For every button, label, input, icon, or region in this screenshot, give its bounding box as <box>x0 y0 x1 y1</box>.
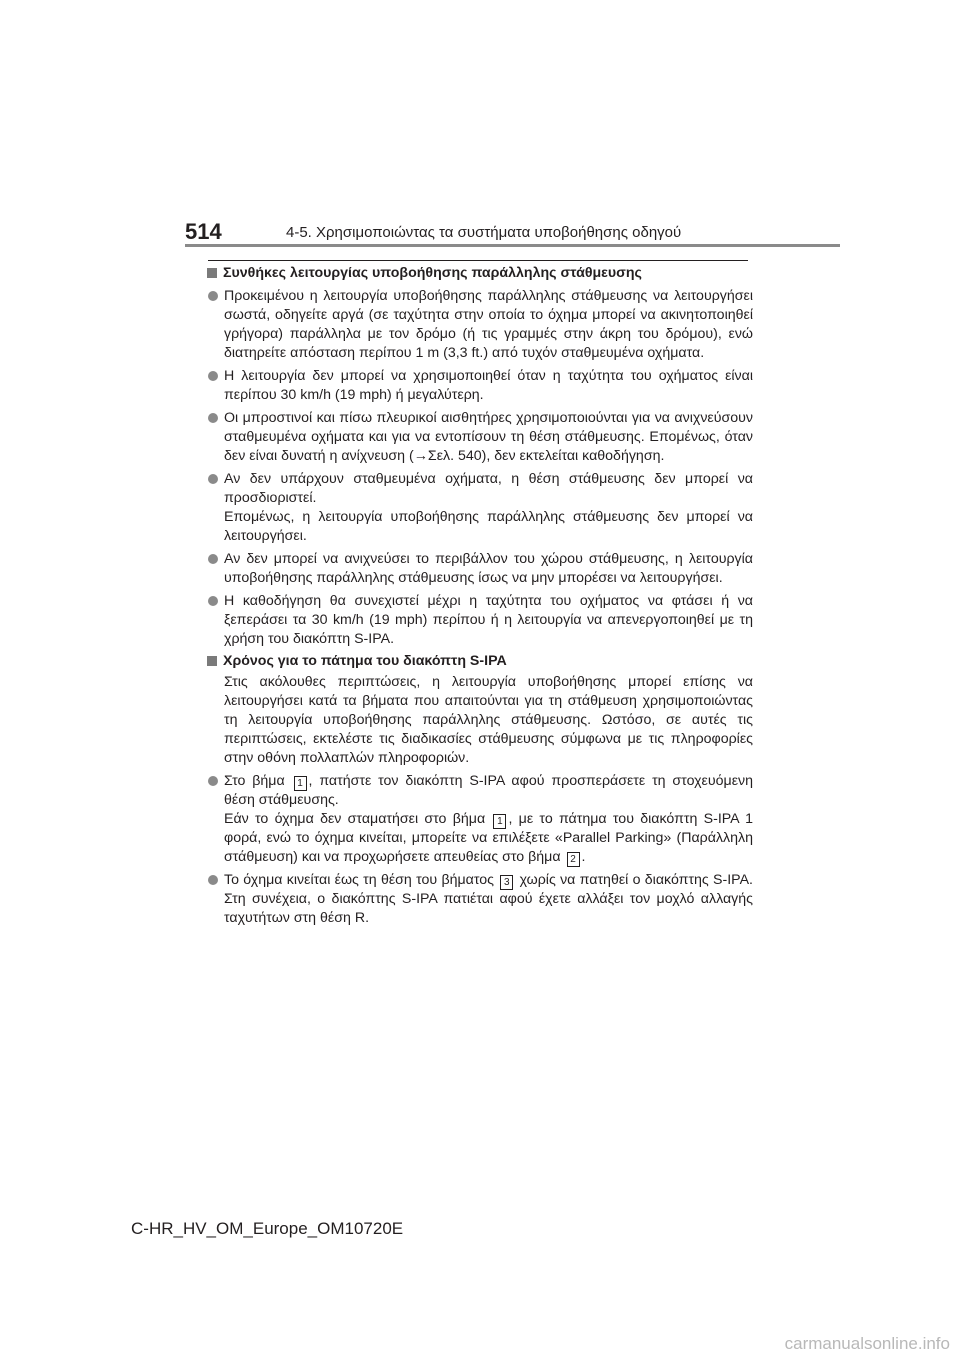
circle-bullet-icon <box>208 291 218 301</box>
circle-bullet-icon <box>208 554 218 564</box>
text-run: , με το πάτημα του διακόπτη S-IPA 1 φορά, ενώ το όχημα κινείται, μπορείτε να επιλέξετε «Parallel Parking» (Παράλληλη στάθμευση) και να προχωρήσετε απευθείας στο βήμα <box>224 811 754 865</box>
list-item <box>207 550 753 588</box>
text-run: χωρίς να πατηθεί ο διακόπτης S-IPA. Στη συνέχεια, ο διακόπτης S-IPA πατιέται αφού έχετε αλλάξει τον μοχλό αλλαγής ταχυτήτων στη θέση R. <box>224 872 753 926</box>
circle-bullet-icon <box>208 474 218 484</box>
square-bullet-icon <box>207 268 217 278</box>
list-item-continuation: Επομένως, η λειτουργία υποβοήθησης παράλληλης στάθμευσης δεν μπορεί να λειτουργήσει. <box>224 509 753 544</box>
list-item-text: Προκειμένου η λειτουργία υποβοήθησης παράλληλης στάθμευσης να λειτουργήσει σωστά, οδηγείτε αργά (σε ταχύτητα στην οποία το όχημα μπορεί να ακινητοποιηθεί γρήγορα) παράλληλα με τον δρόμο (ή τις γραμμές στην άκρη του δρόμου), ενώ διατηρείτε απόσταση περίπου 1 m (3,3 ft.) από τυχόν σταθμευμένα οχήματα. <box>224 288 753 361</box>
text-run: Στο βήμα <box>224 773 285 789</box>
section-heading-sipa-timing <box>207 652 753 671</box>
list-item <box>207 409 753 466</box>
section-heading-conditions <box>207 264 753 283</box>
step-number-badge: 1 <box>294 776 307 791</box>
list-item-continuation <box>224 810 753 867</box>
list-item <box>207 287 753 363</box>
list-item <box>207 592 753 649</box>
list-item-text: Η λειτουργία δεν μπορεί να χρησιμοποιηθεί όταν η ταχύτητα του οχήματος είναι περίπου 30 km/h (19 mph) ή μεγαλύτερη. <box>224 368 753 403</box>
text-run: Εάν το όχημα δεν σταματήσει στο βήμα <box>224 811 486 827</box>
step-number-badge: 2 <box>567 852 580 867</box>
list-item-text <box>224 772 753 810</box>
circle-bullet-icon <box>208 776 218 786</box>
page-content <box>207 264 753 931</box>
section-heading-text: Συνθήκες λειτουργίας υποβοήθησης παράλληλης στάθμευσης <box>223 265 642 281</box>
circle-bullet-icon <box>208 875 218 885</box>
list-item <box>207 772 753 867</box>
circle-bullet-icon <box>208 413 218 423</box>
document-code: C-HR_HV_OM_Europe_OM10720E <box>131 1219 404 1238</box>
watermark: carmanualsonline.info <box>784 1334 950 1353</box>
text-run: Το όχημα κινείται έως τη θέση του βήματος <box>224 872 494 888</box>
circle-bullet-icon <box>208 371 218 381</box>
text-run: . <box>581 849 586 865</box>
list-item-text: Αν δεν μπορεί να ανιχνεύσει το περιβάλλον του χώρου στάθμευσης, η λειτουργία υποβοήθησης παράλληλης στάθμευσης ίσως να μην μπορέσει να λειτουργήσει. <box>224 551 753 586</box>
header-rule <box>185 244 840 247</box>
list-item-text: Αν δεν υπάρχουν σταθμευμένα οχήματα, η θέση στάθμευσης δεν μπορεί να προσδιοριστεί. <box>224 471 753 506</box>
circle-bullet-icon <box>208 596 218 606</box>
list-item-text: Η καθοδήγηση θα συνεχιστεί μέχρι η ταχύτητα του οχήματος να φτάσει ή να ξεπεράσει τα 30 km/h (19 mph) περίπου ή η λειτουργία να απενεργοποιηθεί με τη χρήση του διακόπτη S-IPA. <box>224 593 753 647</box>
section-heading-text: Χρόνος για το πάτημα του διακόπτη S-IPA <box>223 653 507 669</box>
step-number-badge: 1 <box>493 814 506 829</box>
intro-text: Στις ακόλουθες περιπτώσεις, η λειτουργία υποβοήθησης μπορεί επίσης να λειτουργήσει κατά τα βήματα που απαιτούνται για τη στάθμευση χρησιμοποιώντας τη λειτουργία υποβοήθησης παράλληλης στάθμευσης. Ωστόσο, σε αυτές τις περιπτώσεις, εκτελέστε τις διαδικασίες στάθμευσης σύμφωνα με τις πληροφορίες στην οθόνη πολλαπλών πληροφοριών. <box>224 674 753 766</box>
list-item <box>207 871 753 928</box>
list-item <box>207 367 753 405</box>
list-item <box>207 470 753 546</box>
step-number-badge: 3 <box>500 875 513 890</box>
page-number: 514 <box>185 219 222 244</box>
section-intro <box>207 673 753 768</box>
square-bullet-icon <box>207 656 217 666</box>
text-run: , πατήστε τον διακόπτη S-IPA αφού προσπεράσετε τη στοχευόμενη θέση στάθμευσης. <box>224 773 753 808</box>
chapter-title: 4-5. Χρησιμοποιώντας τα συστήματα υποβοήθησης οδηγού <box>286 224 682 241</box>
list-item-text <box>224 871 753 928</box>
page-header <box>185 218 840 246</box>
list-item-text: Οι μπροστινοί και πίσω πλευρικοί αισθητήρες χρησιμοποιούνται για να ανιχνεύσουν σταθμευμένα οχήματα και για να εντοπίσουν τη θέση στάθμευσης. Επομένως, όταν δεν είναι δυνατή η ανίχνευση (→Σελ. 540), δεν εκτελείται καθοδήγηση. <box>224 410 753 464</box>
section-rule <box>208 260 748 261</box>
